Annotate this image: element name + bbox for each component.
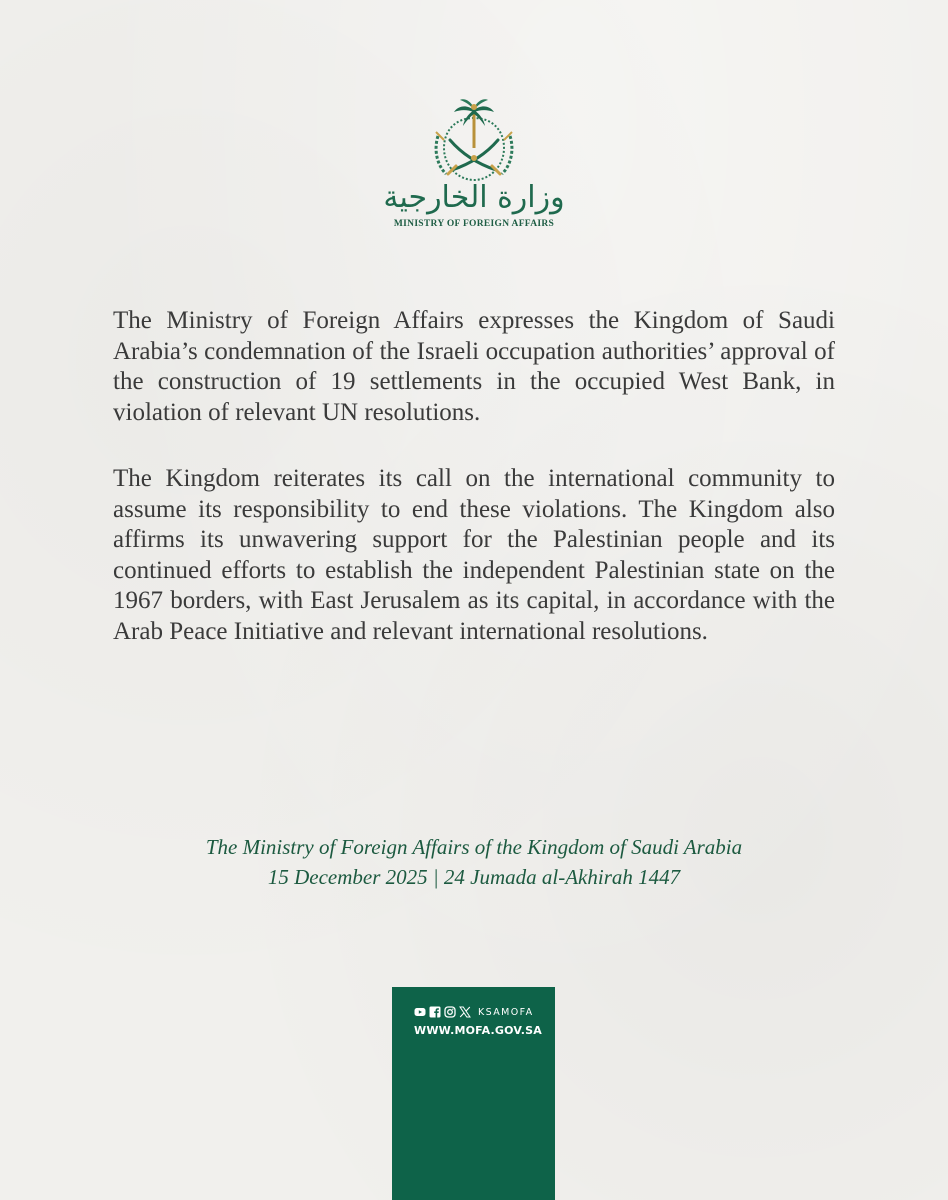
statement-body [113, 306, 835, 647]
footer-contact-box [392, 987, 555, 1200]
signature-block [100, 832, 848, 892]
youtube-icon[interactable] [414, 1006, 426, 1018]
saudi-emblem-icon [426, 96, 522, 186]
x-icon[interactable] [459, 1006, 471, 1018]
logo-arabic-text: وزارة الخارجية [383, 180, 565, 215]
statement-paragraph-1: The Ministry of Foreign Affairs expresses the Kingdom of Saudi Arabia’s condemnation of the Israeli occupation authorities’ approval of the construction of 19 settlements in the occupied West Bank, in violation of relevant UN resolutions. [113, 307, 835, 426]
signature-ministry: The Ministry of Foreign Affairs of the Kingdom of Saudi Arabia [205, 835, 743, 859]
ministry-logo [374, 96, 574, 238]
instagram-icon[interactable] [444, 1006, 456, 1018]
social-links [414, 1005, 534, 1019]
social-handle: KSAMOFA [478, 1006, 534, 1018]
signature-date: 15 December 2025 | 24 Jumada al-Akhirah 1447 [267, 865, 681, 889]
statement-paragraph-2: The Kingdom reiterates its call on the international community to assume its responsibility to end these violations. The Kingdom also affirms its unwavering support for the Palestinian people and its continued efforts to establish the independent Palestinian state on the 1967 borders, with East Jerusalem as its capital, in accordance with the Arab Peace Initiative and relevant international resolutions. [113, 465, 835, 645]
facebook-icon[interactable] [429, 1006, 441, 1018]
website-link[interactable]: WWW.MOFA.GOV.SA [414, 1024, 542, 1037]
logo-english-text: MINISTRY OF FOREIGN AFFAIRS [393, 219, 555, 229]
